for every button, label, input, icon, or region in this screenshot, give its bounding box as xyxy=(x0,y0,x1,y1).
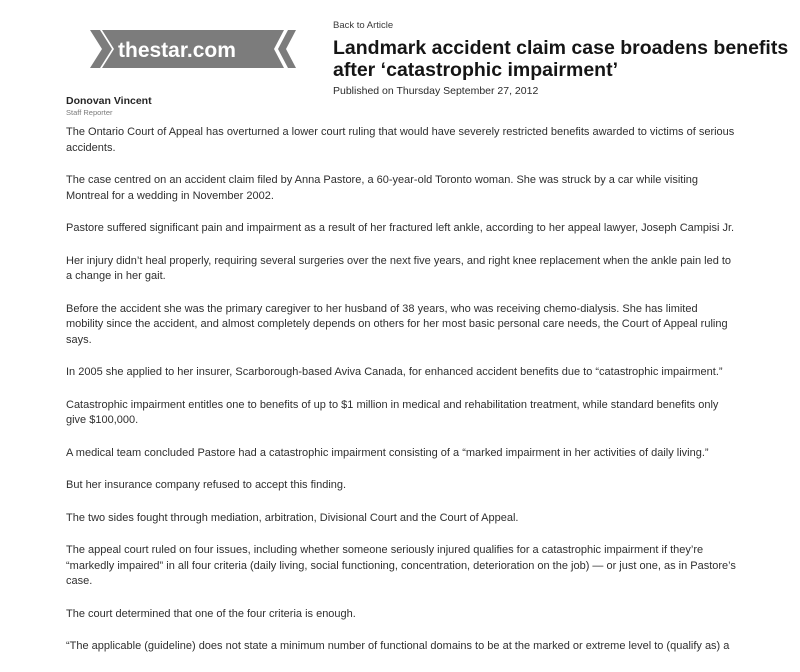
article-paragraph: The Ontario Court of Appeal has overturned a lower court ruling that would have severely restricted benefits awarded to victims of serious accidents. xyxy=(66,126,735,154)
article-headline: Landmark accident claim case broadens benefits after ‘catastrophic impairment’ xyxy=(333,37,789,81)
byline-author: Donovan Vincent xyxy=(66,95,152,107)
article-paragraph: Pastore suffered significant pain and impairment as a result of her fractured left ankle, according to her appeal lawyer, Joseph Campisi Jr. xyxy=(66,222,735,234)
article-paragraph: In 2005 she applied to her insurer, Scarborough-based Aviva Canada, for enhanced accident benefits due to “catastrophic impairment.” xyxy=(66,366,723,378)
article-paragraph: The court determined that one of the four criteria is enough. xyxy=(66,607,356,620)
logo-text: thestar.com xyxy=(118,39,236,62)
back-to-article-link[interactable]: Back to Article xyxy=(333,20,394,31)
article-paragraph: Her injury didn’t heal properly, requiring several surgeries over the next five years, and right knee replacement when the ankle pain led to a change in her gait. xyxy=(66,254,732,282)
article-paragraph: The two sides fought through mediation, arbitration, Divisional Court and the Court of Appeal. xyxy=(66,511,519,524)
article-paragraph: But her insurance company refused to accept this finding. xyxy=(66,479,347,491)
article-paragraph: Before the accident she was the primary caregiver to her husband of 38 years, who was receiving chemo-dialysis. She has limited mobility since the accident, and almost completely depends on others for her most basic personal care needs, the Court of Appeal ruling says. xyxy=(66,302,728,346)
article-body xyxy=(66,125,736,672)
article-paragraph: A medical team concluded Pastore had a catastrophic impairment consisting of a “marked impairment in her activities of daily living.” xyxy=(66,446,709,459)
article-paragraph: Catastrophic impairment entitles one to benefits of up to $1 million in medical and rehabilitation treatment, while standard benefits only give $100,000. xyxy=(66,398,719,426)
article-paragraph: The case centred on an accident claim filed by Anna Pastore, a 60-year-old Toronto woman. She was struck by a car while visiting Montreal for a wedding in November 2002. xyxy=(66,174,699,202)
article-paragraph: The appeal court ruled on four issues, including whether someone seriously injured qualifies for a catastrophic impairment if they’re “markedly impaired” in all four criteria (daily living, social functioning, concentration, deterioration on the job) — or just one, as in Pastore’s case. xyxy=(66,544,736,587)
article-paragraph: “The applicable (guideline) does not state a minimum number of functional domains to be at the marked or extreme level to (qualify as) a xyxy=(66,640,730,652)
thestar-logo xyxy=(88,28,298,70)
published-date: Published on Thursday September 27, 2012 xyxy=(333,85,539,97)
byline-role: Staff Reporter xyxy=(66,108,113,117)
